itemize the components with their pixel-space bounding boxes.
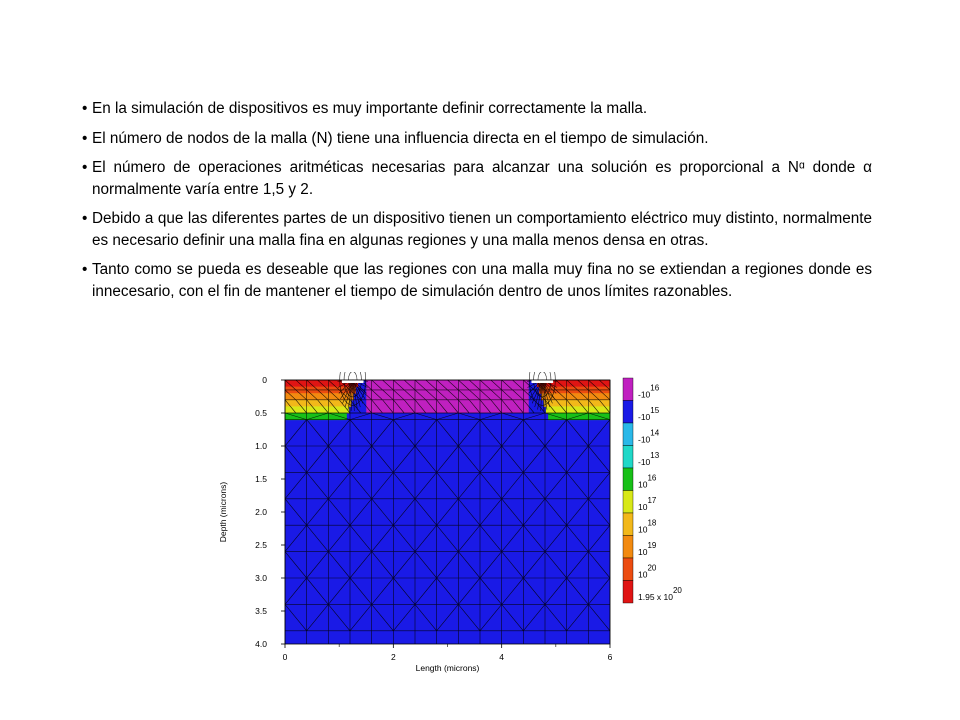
bullet-item: • Debido a que las diferentes partes de un dispositivo tienen un comportamiento eléctrico muy distinto, normalmente es necesario definir una malla fina en algunas regiones y una malla menos densa en otras. xyxy=(82,210,872,249)
legend-label-exponent: 20 xyxy=(672,585,682,595)
y-axis-label: Depth (microns) xyxy=(218,481,228,543)
legend-label-base: 10 xyxy=(638,546,648,557)
bullet-dot: • xyxy=(82,129,88,147)
bullet-item: • Tanto como se pueda es deseable que las regiones con una malla muy fina no se extiendan a regiones donde es innecesario, con el fin de mantener el tiempo de simulación dentro de unos límites razonables. xyxy=(82,261,872,300)
legend-label-exponent: 18 xyxy=(647,518,657,528)
legend-label xyxy=(638,383,660,399)
y-tick-label: 0 xyxy=(262,375,267,385)
contact-gap xyxy=(342,380,364,383)
legend-label-exponent: 13 xyxy=(650,450,660,460)
legend-label-base: -10 xyxy=(638,389,651,400)
legend-label-exponent: 16 xyxy=(650,383,660,393)
legend-label-base: 10 xyxy=(638,569,648,580)
bullet-item: • En la simulación de dispositivos es muy importante definir correctamente la malla. xyxy=(82,98,872,120)
y-tick-label: 2.0 xyxy=(255,507,267,517)
bullet-item: • El número de nodos de la malla (N) tiene una influencia directa en el tiempo de simulación. xyxy=(82,128,872,150)
legend-label xyxy=(638,451,660,467)
legend-label xyxy=(638,473,657,489)
x-tick-label: 0 xyxy=(282,652,288,662)
legend-label-base: -10 xyxy=(638,434,651,445)
legend-swatch xyxy=(623,401,633,424)
legend-label xyxy=(638,541,657,557)
bullet-dot: • xyxy=(82,210,88,227)
legend-label xyxy=(638,406,660,422)
legend-label xyxy=(638,428,660,444)
legend-label-base: 10 xyxy=(638,479,648,490)
y-tick-label: 1.5 xyxy=(255,474,267,484)
legend-label-base: 10 xyxy=(638,501,648,512)
mesh-doping-figure xyxy=(215,372,705,682)
contact-gap xyxy=(531,380,553,383)
legend-label-exponent: 17 xyxy=(647,495,657,505)
legend-label-exponent: 15 xyxy=(650,405,660,415)
legend-swatch xyxy=(623,581,633,604)
channel-implant-region xyxy=(366,380,529,413)
legend-swatch xyxy=(623,468,633,491)
legend-label xyxy=(638,563,657,579)
legend-label-base: 1.95 x 10 xyxy=(638,591,673,602)
x-tick-label: 2 xyxy=(390,652,396,662)
doping-chart xyxy=(215,372,705,682)
legend-label-exponent: 19 xyxy=(647,540,657,550)
legend-label-base: 10 xyxy=(638,524,648,535)
bullet-list xyxy=(82,98,872,310)
x-tick-label: 4 xyxy=(499,652,505,662)
legend-label xyxy=(638,496,657,512)
legend-label xyxy=(638,586,682,602)
legend-label-base: -10 xyxy=(638,456,651,467)
y-tick-label: 3.5 xyxy=(255,606,267,616)
legend-swatch xyxy=(623,536,633,559)
y-tick-label: 4.0 xyxy=(255,639,267,649)
legend-label-exponent: 16 xyxy=(647,473,657,483)
bullet-item: • El número de operaciones aritméticas necesarias para alcanzar una solución es proporcional a Nᵅ donde α normalmente varía entre 1,5 y 2. xyxy=(82,159,872,198)
x-tick-label: 6 xyxy=(607,652,613,662)
y-tick-label: 0.5 xyxy=(255,408,267,418)
bullet-dot: • xyxy=(82,261,88,278)
bullet-dot: • xyxy=(82,159,88,176)
bullet-dot: • xyxy=(82,100,88,117)
y-tick-label: 2.5 xyxy=(255,540,267,550)
y-tick-label: 3.0 xyxy=(255,573,267,583)
legend-swatch xyxy=(623,423,633,446)
legend-label xyxy=(638,518,657,534)
legend-label-base: -10 xyxy=(638,411,651,422)
legend-swatch xyxy=(623,491,633,514)
legend-swatch xyxy=(623,378,633,401)
legend-swatch xyxy=(623,513,633,536)
legend-label-exponent: 14 xyxy=(650,428,660,438)
legend-swatch xyxy=(623,558,633,581)
x-axis-label: Length (microns) xyxy=(415,663,480,673)
legend-label-exponent: 20 xyxy=(647,563,657,573)
y-tick-label: 1.0 xyxy=(255,441,267,451)
legend-swatch xyxy=(623,446,633,469)
